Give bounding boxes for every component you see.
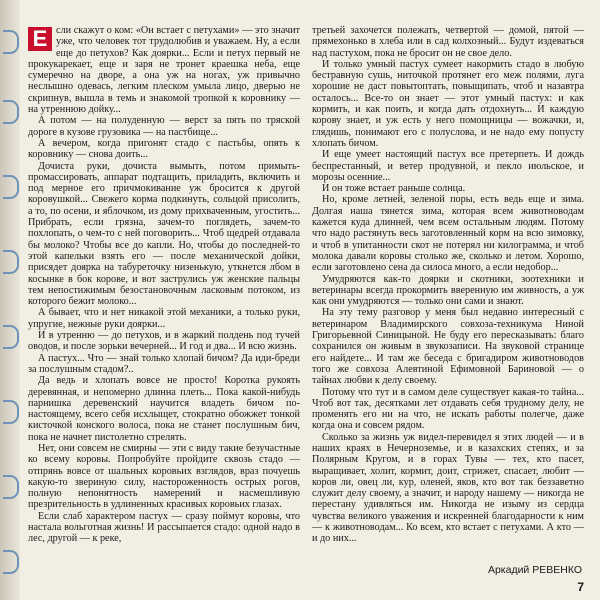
article-paragraph: И в утренню — до петухов, и в жаркий полдень под тучей оводов, и после зорьки вечерней... И год и два... И всю жизнь. — [28, 330, 300, 353]
article-paragraph: И еще умеет настоящий пастух все претерпеть. И дождь беспрестанный, и ветер продувной, и пекло июльское, и морозы осенние... — [312, 149, 584, 183]
article-paragraph: Да ведь и хлопать вовсе не просто! Коротка рукоять деревянная, и непомерно длинна плеть... Пока какой-нибудь парнишка деревенский научится владеть бичом по-настоящему, всего себя исхлыщет, стократно обожжет тонкой кисточкой конского волоса, пока не станет послушным бич, пока не начнет пистолетно стрелять. — [28, 375, 300, 443]
article-paragraph: А потом — на полуденную — верст за пять по тряской дороге в кузове грузовика — на пастбище... — [28, 115, 300, 138]
article-paragraph: третьей захочется полежать, четвертой — домой, пятой — прямехонько в хлеба или в сад колхозный... Будут издеваться над пастухом, пока не бросит он не свое дело. — [312, 25, 584, 59]
article-paragraph: И только умный пастух сумеет накормить стадо в любую бестравную сушь, ниточкой протянет его меж полями, луга хорошие не даст повытоптать, повыщипать, чтоб и назавтра осталось... Все-то он знает — этот умный пастух: и как кормить, и как поить, и когда дать отдохнуть... И каждую корову знает, и уж есть у него помощницы — вожачки, и, глядишь, понимают его с полуслова, и не надо ему попусту хлопать бичом. — [312, 58, 584, 149]
spiral-binding — [0, 0, 20, 600]
author-first-name: Аркадий — [487, 564, 530, 576]
binding-ring — [3, 400, 19, 424]
author-signature — [488, 564, 582, 576]
article-column-left — [28, 25, 300, 545]
article-paragraph: Е сли скажут о ком: «Он встает с петухами» — это значит уже, что человек тот трудолюбив и уважаем. Ну, а если еще до петухов? Как доярки... Если и петух первый не прокукарекает, еще и заря не тронет краешка неба, еще сумеречно на дворе, а она уж на ногах, уж привычно неслышно одевась, легким плеском умыла лицо, дверью не скрипнув, вышла в темь и знакомой тропкой к коровнику — на утреннюю дойку... — [28, 25, 300, 116]
article-paragraph: На эту тему разговор у меня был недавно интересный с ветеринаром Владимирского совхоза-техникума Ниной Григорьевной Синицыной. Не буду его пересказывать: благо сохранился он живым в звукозаписи. На звуковой странице его найдете... И там же беседа с бригадиром животноводов того же совхоза Алевтиной Ефимовной Бариновой — о тайнах любви к делу своему. — [312, 307, 584, 387]
article-paragraph: И он тоже встает раньше солнца. — [322, 183, 466, 195]
article-paragraph: Сколько за жизнь уж видел-перевидел я этих людей — и в наших краях в Нечерноземье, и в казахских степях, и за Полярным Кругом, и в горах Тувы — тех, кто пасет, выращивает, холит, кормит, доит, стрижет, спасает, любит — коров ли, овец ли, кур, оленей, яков, кто вот так беззаветно служит делу своему, а значит, и народу нашему — никогда не перестану удивляться им. Никогда не изыму из сердца чувства великого уважения и искренней благодарности к ним — к животноводам... Ко всем, кто встает с петухами. А кто — и до них... — [312, 431, 584, 545]
article-paragraph: Умудряются как-то доярки и скотники, зоотехники и ветеринары всегда прокормить вверенную им живность, а уж как они умудряются — только они сами и знают. — [312, 273, 584, 308]
drop-cap: Е — [28, 27, 52, 51]
binding-ring — [3, 175, 19, 199]
article-column-right — [312, 25, 584, 545]
page-number: 7 — [577, 580, 584, 594]
article-paragraph: А бывает, что и нет никакой этой механики, а только руки, упругие, нежные руки доярки... — [28, 307, 300, 330]
article-paragraph: Дочиста руки, дочиста вымыть, потом примыть-промассировать, аппарат подтащить, приладить, включить и под мерное его причмокивание уж бросится к другой коровушкой... Свежего корма подкинуть, сольцой присолить, а то, по осени, и яблочком, из дому прихваченным, угостить... Прибрать, если грязна, зачем-то поглядеть, зачем-то похлопать, о чем-то с ней поговорить... Чтоб щедрей отдавала бы молоко? Чтобы все до капли. Но, чтобы до последней-то этой капельки взять его — после механической дойки, присядет доярка на табуреточку низенькую, уткнется лбом в косынке в бок корове, и вот заструлись уж женские пальцы тем непостижимым безостановочным ласковым потоком, из которого бежит молоко... — [28, 160, 300, 308]
article-paragraph: Нет, они совсем не смирны — эти с виду такие безучастные ко всему коровы. Попробуйте пройдите сквозь стадо — отпрянь вовсе от шальных коровьих взглядов, враз почуешь какую-то звериную силу, настороженность острых рогов, полную непонятность намерений и насмешливую презрительность в удлиненных красивых коровьих глазах. — [28, 442, 300, 511]
binding-ring — [3, 250, 19, 274]
binding-ring — [3, 475, 19, 499]
binding-ring — [3, 100, 19, 124]
binding-ring — [3, 30, 19, 54]
article-paragraph: Но, кроме летней, зеленой поры, есть ведь еще и зима. Долгая наша тянется зима, которая всем животноводам кажется куда длинней, чем всем остальным людям. Потому что надо растянуть весь заготовленный корм на всю зимовку, и чтоб в упитанности скот не потерял ни килограмма, и чтоб молока давали коровы столько же, сколько и летом. Хорошо, если заготовлено сена да силоса много, а если недобор... — [312, 194, 584, 274]
article-paragraph: А пастух... Что — знай только хлопай бичом? Да иди-бреди за послушным стадом?.. — [28, 352, 300, 375]
article-paragraph: Потому что тут и в самом деле существует какая-то тайна... Чтоб вот так, десятками лет отдавать себя трудному делу, не променять его ни на что, не искать работы полегче, даже когда она и совсем рядом. — [312, 386, 584, 432]
author-last-name: РЕВЕНКО — [532, 564, 582, 576]
binding-ring — [3, 550, 19, 574]
binding-ring — [3, 325, 19, 349]
article-paragraph: А вечером, когда пригонят стадо с пастьбы, опять к коровнику — снова доить... — [28, 137, 300, 161]
article-paragraph: Если слаб характером пастух — сразу поймут коровы, что настала вольготная жизнь! И рассыпается стадо: одной надо в лес, другой — к реке, — [28, 510, 300, 545]
